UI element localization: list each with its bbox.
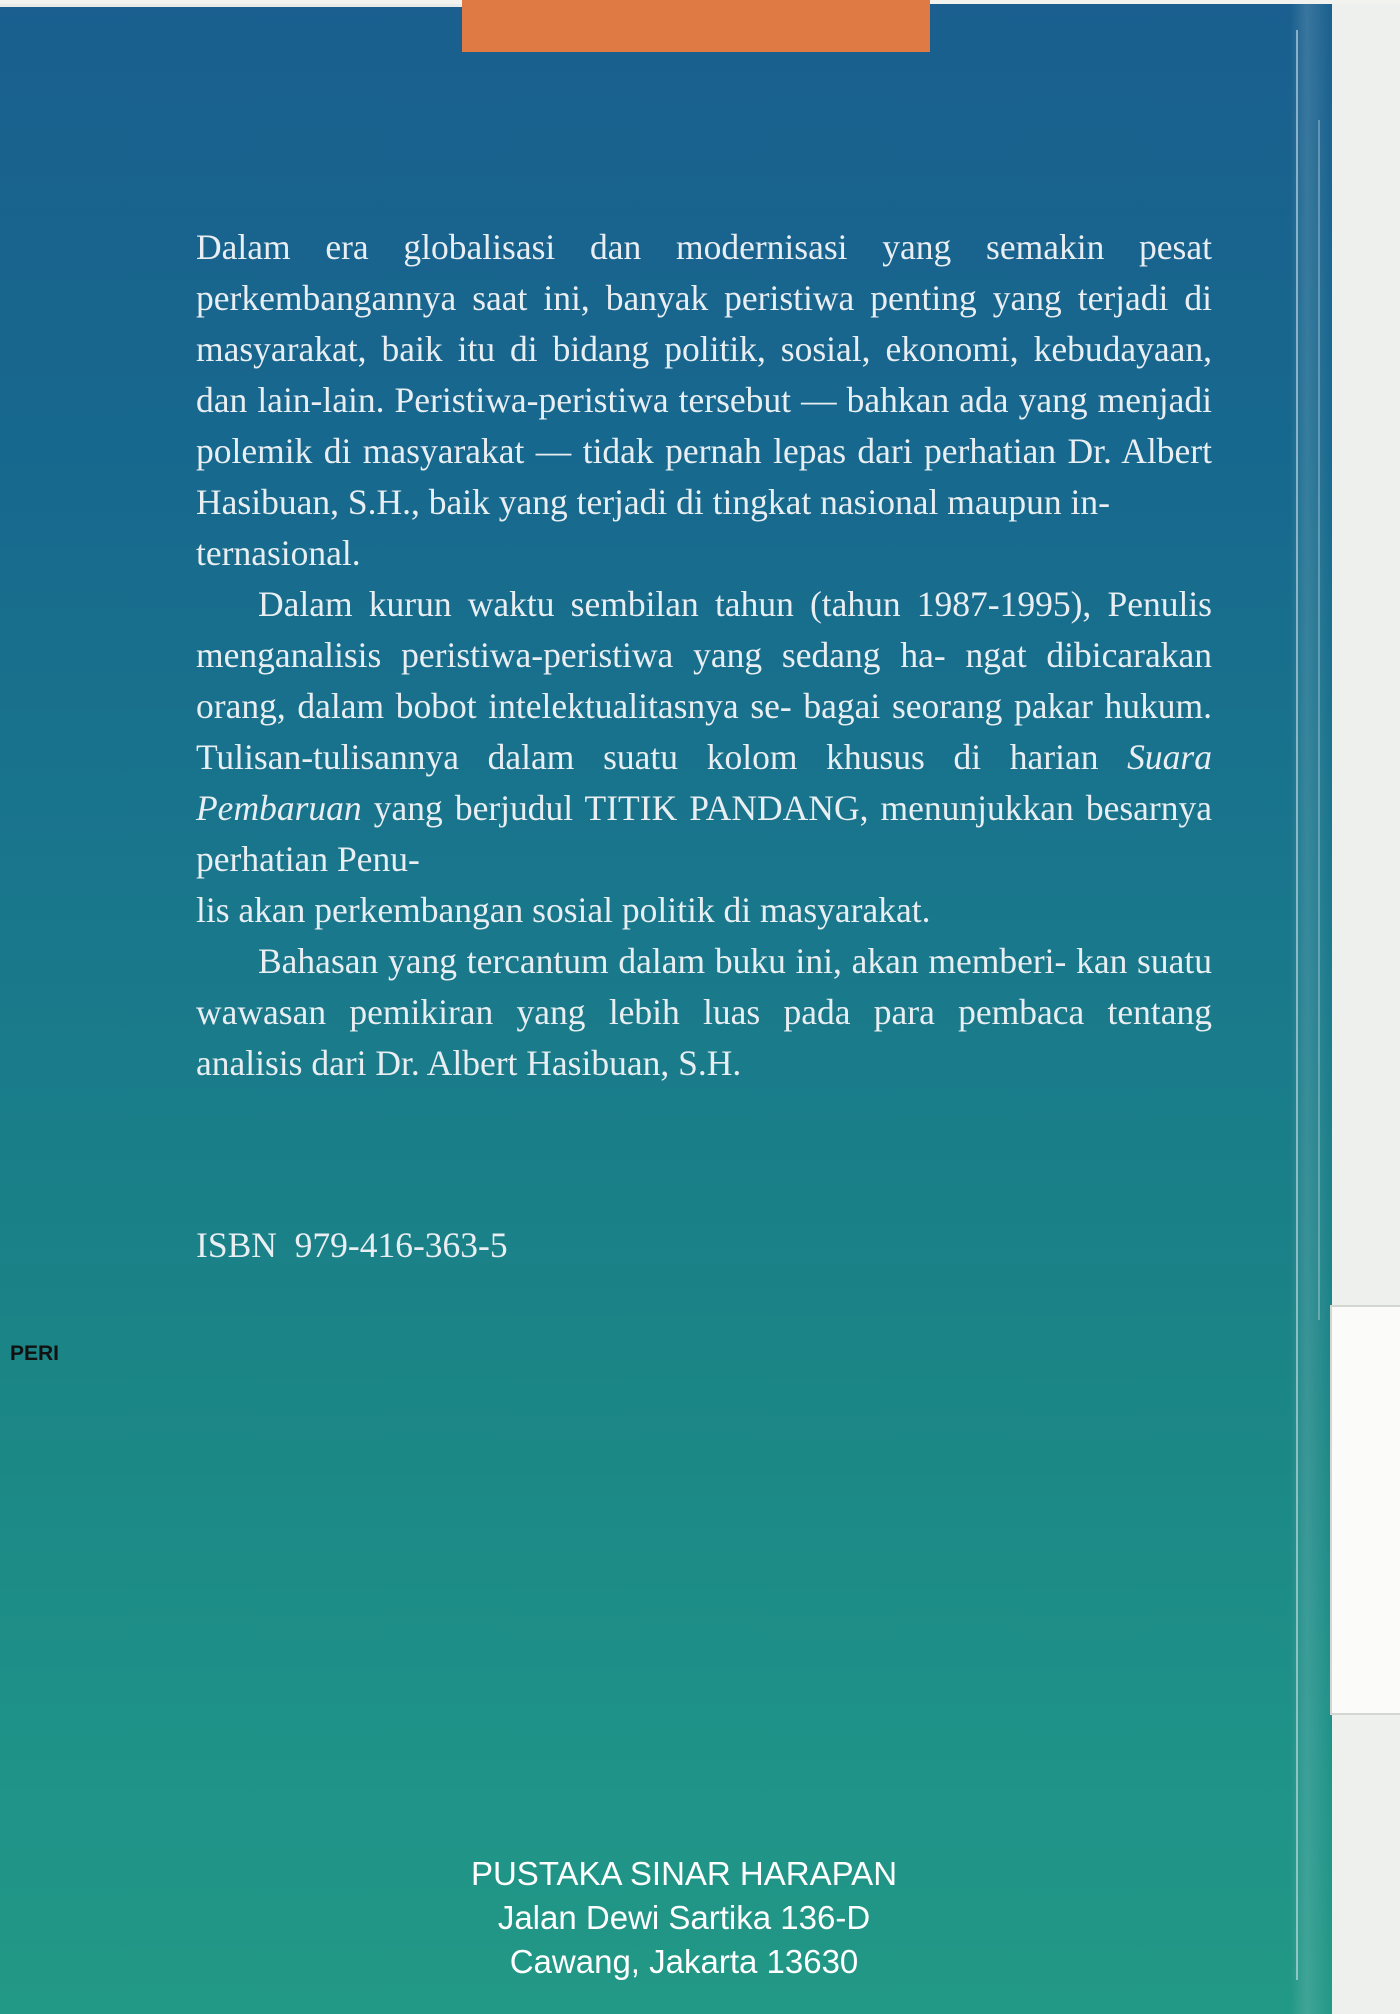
newspaper-title: Suara Pembaruan: [196, 737, 1212, 828]
blurb-p1-end: ternasional.: [196, 533, 361, 573]
library-sticker: [1330, 1305, 1400, 1715]
cover-top-line: [0, 4, 462, 7]
publisher-name: PUSTAKA SINAR HARAPAN: [470, 1855, 898, 1892]
cover-crease: [1296, 30, 1298, 1980]
blurb-paragraph-3: [196, 936, 1212, 1089]
blurb-p2-line2: ngat dibicarakan orang, dalam bobot intelektualitasnya se-: [196, 635, 1213, 726]
blurb-text: [196, 222, 1212, 1089]
orange-tab-decoration: [462, 0, 930, 52]
publisher-address-line-1: Jalan Dewi Sartika 136-D: [497, 1899, 871, 1936]
blurb-p3-rest: kan suatu wawasan pemikiran yang lebih luas pada para pembaca tentang analisis dari Dr. Albert Hasibuan, S.H.: [196, 941, 1212, 1083]
blurb-p1-text: Dalam era globalisasi dan modernisasi yang semakin pesat perkembangannya saat ini, banyak peristiwa penting yang terjadi di masyarakat, baik itu di bidang politik, sosial, ekonomi, kebudayaan, dan lain-lain. Peristiwa-peristiwa tersebut — bahkan ada yang menjadi polemik di masyarakat — tidak pernah lepas dari perhatian Dr. Albert Hasibuan, S.H., baik yang terjadi di tingkat nasional maupun in-: [196, 227, 1212, 522]
cover-crease: [1318, 120, 1320, 1320]
blurb-p2-line3: bagai seorang pakar hukum. Tulisan-tulisannya dalam suatu kolom khusus di harian: [196, 686, 1213, 777]
blurb-paragraph-1: [196, 222, 1212, 579]
sticker-label: PERI: [10, 1342, 60, 1365]
blurb-p2-after: yang berjudul TITIK PANDANG, menunjukkan besarnya perhatian Penu-: [196, 788, 1212, 879]
blurb-p2-end: lis akan perkembangan sosial politik di masyarakat.: [196, 890, 931, 930]
blurb-p2-before: Dalam kurun waktu sembilan tahun (tahun 1987-1995), Penulis menganalisis peristiwa-peristiwa yang sedang ha-: [196, 584, 1212, 675]
isbn-number: ISBN 979-416-363-5: [196, 1225, 508, 1265]
publisher-address-line-2: Cawang, Jakarta 13630: [509, 1943, 859, 1980]
blurb-paragraph-2: [196, 579, 1212, 936]
blurb-p3-line1: Bahasan yang tercantum dalam buku ini, akan memberi-: [258, 941, 1067, 981]
publisher-block: [0, 1852, 1400, 1984]
